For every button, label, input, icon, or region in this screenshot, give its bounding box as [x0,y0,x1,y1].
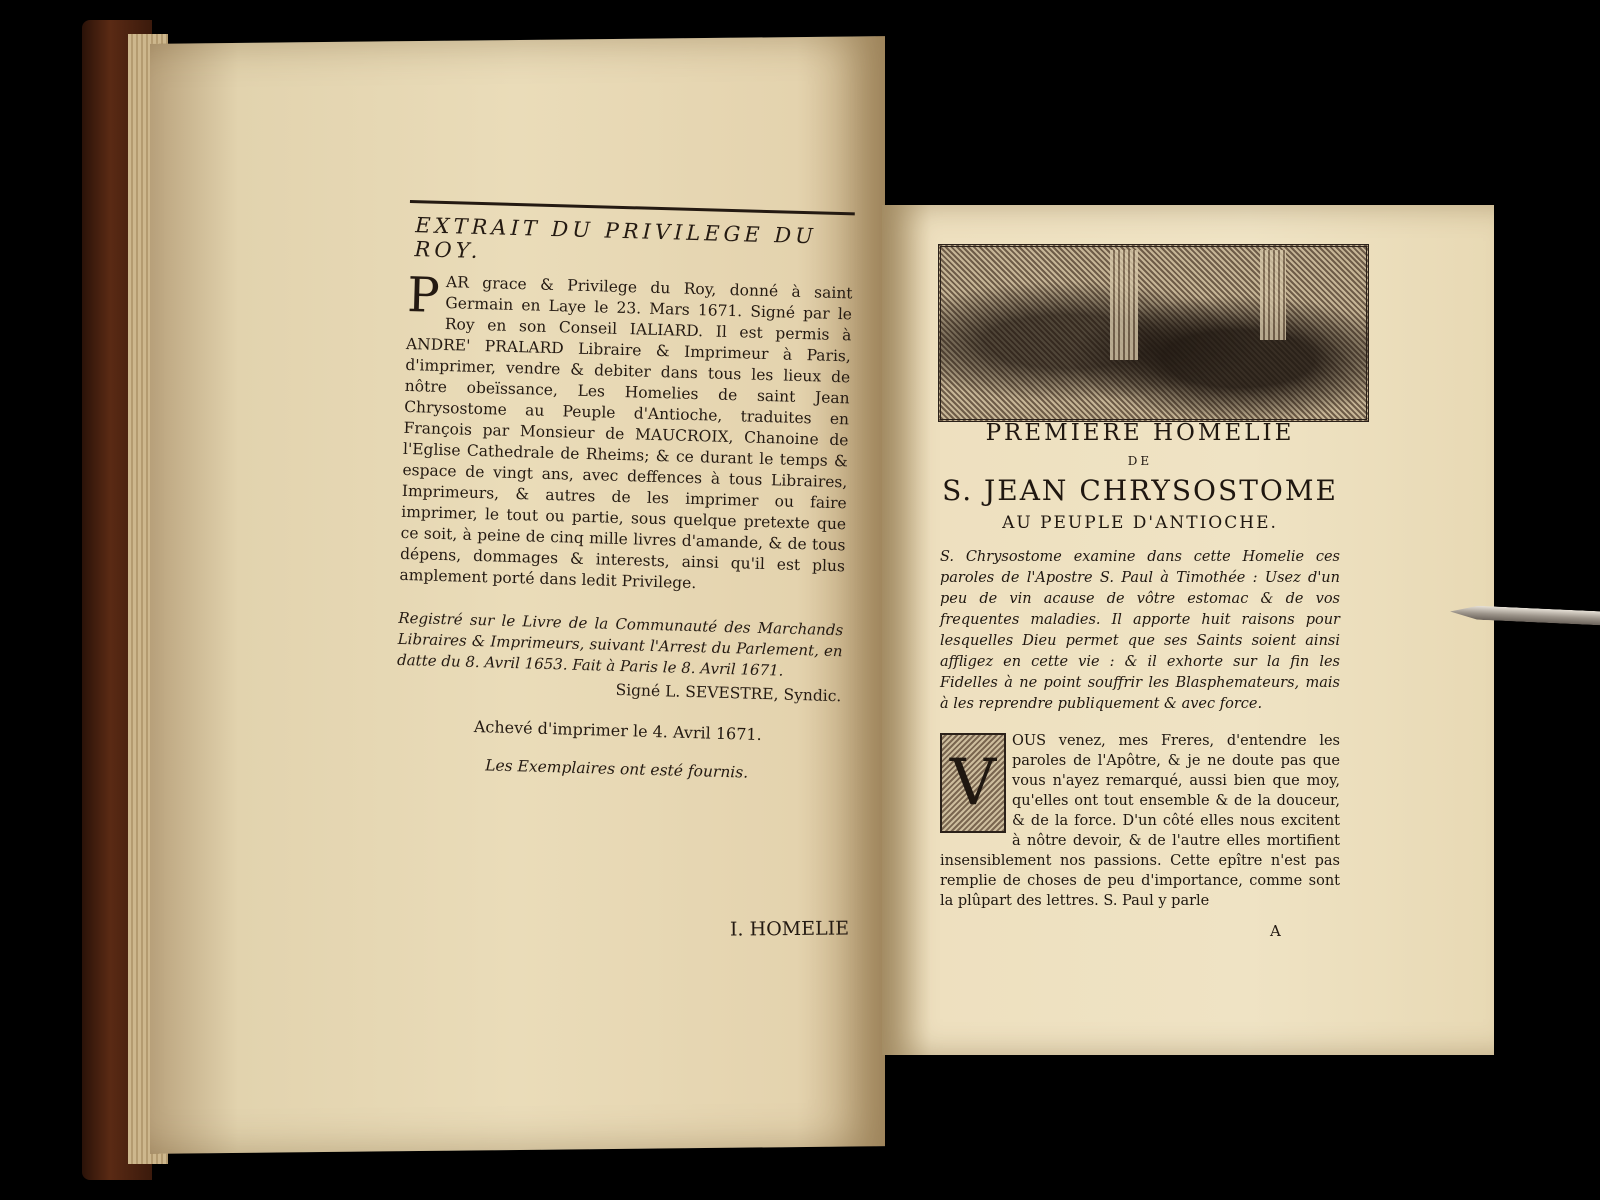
homily-main-title: S. JEAN CHRYSOSTOME [942,474,1338,507]
engraving-column [1260,250,1286,340]
engraving-column [1110,250,1138,360]
acheve-line: Achevé d'imprimer le 4. Avril 1671. [473,716,762,745]
privilege-text: AR grace & Privilege du Roy, donné à saint Germain en Laye le 23. Mars 1671. Signé par le Roy en son Conseil IALIARD. Il est permis à ANDRE' PRALARD Libraire & Imprimeur à Paris, d'imprimer, vendre & debiter dans tous les lieux de nôtre obeïssance, Les Homelies de saint Jean Chrysostome au Peuple d'Antioche, traduites en François par Monsieur de MAUCROIX, Chanoine de l'Eglise Cathedrale de Rheims; & ce durant le temps & espace de vingt ans, avec deffences à tous Libraires, Imprimeurs, & autres de les imprimer ou faire imprimer, le tout ou partie, sous quelque pretexte que ce soit, à peine de cinq mille livres d'amande, & de tous dépens, dommages & interests, ainsi qu'il est plus amplement porté dans ledit Privilege. [399,273,853,593]
homily-subtitle: AU PEUPLE D'ANTIOCHE. [1002,513,1278,533]
dropcap-v: V [940,733,1006,833]
homily-summary: S. Chrysostome examine dans cette Homelie ces paroles de l'Apostre S. Paul à Timothée : Usez d'un peu de vin acause de vôtre estomac & de vos frequentes maladies. Il apporte huit raisons pour lesquelles Dieu permet que ses Saints soient ainsi affligez en cette vie : & il exhorte sur la fin les Fidelles à ne point souffrir les Blasphemateurs, mais à les reprendre publiquement & avec force. [940,549,1340,712]
homily-body [940,731,1340,911]
catchword: I. HOMELIE [729,917,850,941]
signature-line: Signé L. SEVESTRE, Syndic. [615,680,842,706]
signature-mark: A [1270,922,1281,940]
dropcap-p: P [406,266,441,324]
homily-de: DE [1127,454,1153,468]
exemplaires-line: Les Exemplaires ont esté fournis. [484,756,749,782]
homily-block [940,420,1340,911]
homily-title: PREMIERE HOMELIE [985,420,1295,446]
privilege-paragraph [399,266,853,598]
engraving-illustration [938,244,1369,422]
homily-body-text: OUS venez, mes Freres, d'entendre les paroles de l'Apôtre, & je ne doute pas que vous n'ayez remarqué, aussi bien que moy, qu'elles ont tout ensemble & de la douceur, & de la force. D'un côté elles nous excitent à nôtre devoir, & de l'autre elles mortifient insensiblement nos passions. Cette epître n'est pas remplie de choses de peu d'importance, comme sont la plûpart des lettres. S. Paul y parle [940,733,1340,909]
privilege-heading: EXTRAIT DU PRIVILEGE DU ROY. [414,213,818,264]
privilege-block [394,200,855,784]
registre-text: Registré sur le Livre de la Communauté des Marchands Libraires & Imprimeurs, suivant l'Arrest du Parlement, en datte du 8. Avril 1653. Fait à Paris le 8. Avril 1671. [396,608,844,680]
